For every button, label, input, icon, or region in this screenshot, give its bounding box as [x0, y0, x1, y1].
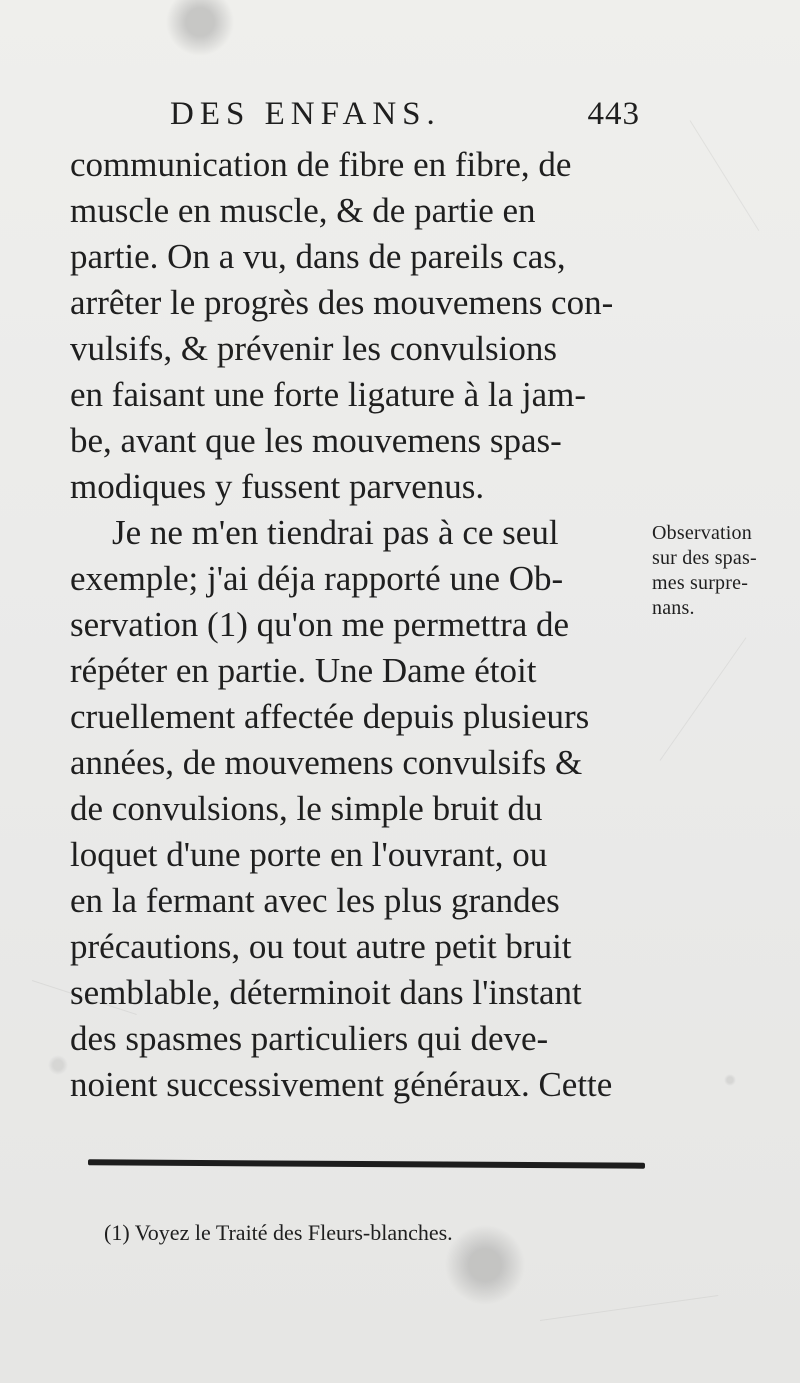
text-line: noient successivement généraux. Cette [70, 1065, 613, 1104]
text-line: de convulsions, le simple bruit du [70, 789, 543, 828]
text-line: servation (1) qu'on me permettra de [70, 605, 570, 644]
running-head: DES ENFANS. [170, 96, 441, 132]
footnote: (1) Voyez le Traité des Fleurs-blanches. [104, 1220, 453, 1245]
text-line: modiques y fussent parvenus. [70, 467, 485, 506]
text-line: Je ne m'en tiendrai pas à ce seul [112, 513, 559, 552]
marginal-note-line: nans. [652, 597, 695, 619]
text-line: partie. On a vu, dans de pareils cas, [70, 237, 566, 276]
main-text-block [70, 142, 640, 1108]
text-line: cruellement affectée depuis plusieurs [70, 697, 590, 736]
footnote-separator-rule [88, 1159, 645, 1168]
page-header [170, 96, 640, 140]
marginal-note-line: Observation [652, 522, 752, 544]
text-line: en faisant une forte ligature à la jam- [70, 375, 587, 414]
marginal-note [652, 521, 794, 621]
text-line: communication de fibre en fibre, de [70, 145, 572, 184]
text-line: des spasmes particuliers qui deve- [70, 1019, 549, 1058]
paper-scratch [660, 637, 747, 760]
text-line: années, de mouvemens convulsifs & [70, 743, 583, 782]
text-line: semblable, déterminoit dans l'instant [70, 973, 582, 1012]
text-line: loquet d'une porte en l'ouvrant, ou [70, 835, 548, 874]
text-line: vulsifs, & prévenir les convulsions [70, 329, 558, 368]
paper-scratch [540, 1295, 718, 1321]
paper-scratch [690, 120, 760, 231]
text-line: répéter en partie. Une Dame étoit [70, 651, 537, 690]
marginal-note-line: mes surpre- [652, 572, 749, 594]
text-line: précautions, ou tout autre petit bruit [70, 927, 572, 966]
text-line: arrêter le progrès des mouvemens con- [70, 283, 614, 322]
text-line: muscle en muscle, & de partie en [70, 191, 536, 230]
page-number: 443 [587, 96, 640, 132]
text-line: be, avant que les mouvemens spas- [70, 421, 562, 460]
marginal-note-line: sur des spas- [652, 547, 757, 569]
text-line: en la fermant avec les plus grandes [70, 881, 560, 920]
text-line: exemple; j'ai déja rapporté une Ob- [70, 559, 564, 598]
